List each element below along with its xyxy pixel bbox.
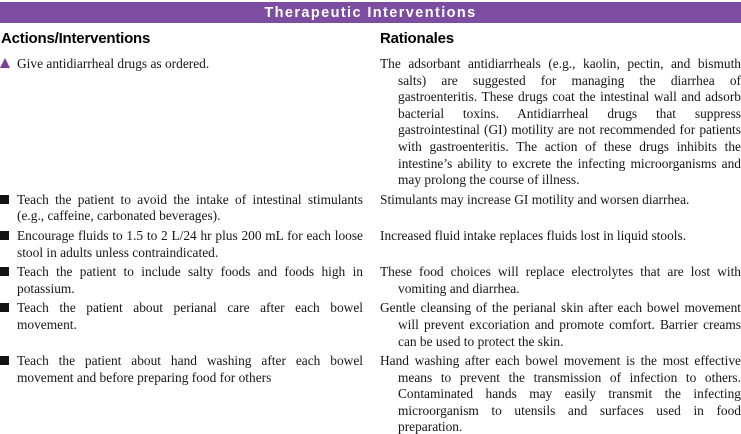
action-text: Give antidiarrheal drugs as ordered. [17,56,210,71]
table-row [0,192,741,225]
rationales-header-cell [380,30,741,47]
table-row [0,264,741,297]
rationale-text: Hand washing after each bowel movement is the most effective means to prevent the transmission of infection to others. Contaminated hands may easily transmit the infecting microorganism to utensils and surfaces used in food preparation. [380,353,741,434]
rationale-text: These food choices will replace electrolytes that are lost with vomiting and diarrhea. [380,264,741,296]
rationale-cell [380,353,741,434]
actions-header-cell [0,30,363,47]
table-row [0,353,741,434]
action-cell [0,228,363,261]
column-header-actions: Actions/Interventions [1,30,151,47]
rationale-cell [380,264,741,297]
rationale-cell [380,56,741,189]
table-row [0,228,741,261]
action-item [0,228,363,261]
table-row [0,56,741,189]
table-title-bar [0,2,741,23]
rationale-cell [380,300,741,350]
rationale-text: Increased fluid intake replaces fluids lost in liquid stools. [380,227,687,243]
action-cell [0,353,363,386]
action-text: Encourage fluids to 1.5 to 2 L/24 hr plus 200 mL for each loose stool in adults unless contraindicated. [17,227,363,260]
column-header-rationales: Rationales [380,30,454,47]
action-text: Teach the patient to avoid the intake of intestinal stimulants (e.g., caffeine, carbonated beverages). [17,191,363,224]
rationale-text: Gentle cleansing of the perianal skin after each bowel movement will prevent excoriation and promote comfort. Barrier creams can be used to protect the skin. [380,300,741,349]
rationale-cell [380,192,741,209]
triangle-bullet-icon [0,58,17,68]
action-cell [0,56,363,73]
square-bullet-icon [0,355,17,365]
rationale-cell [380,228,741,245]
action-item [0,192,363,225]
square-bullet-icon [0,194,17,204]
table-title: Therapeutic Interventions [264,4,477,21]
action-item [0,264,363,297]
action-item [0,300,363,333]
action-cell [0,192,363,225]
square-bullet-icon [0,230,17,240]
square-bullet-icon [0,302,17,312]
action-item [0,56,363,73]
table-row [0,300,741,350]
action-cell [0,264,363,297]
action-text: Teach the patient about hand washing after each bowel movement and before preparing food for others [17,353,363,385]
action-cell [0,300,363,333]
column-headers [0,30,741,47]
action-text: Teach the patient to include salty foods and foods high in potassium. [17,264,363,296]
action-item [0,353,363,386]
table-body [0,56,741,434]
square-bullet-icon [0,266,17,276]
rationale-text: The adsorbant antidiarrheals (e.g., kaolin, pectin, and bismuth salts) are suggested for managing the diarrhea of gastroenteritis. These drugs coat the intestinal wall and adsorb bacterial toxins. Antidiarrheal drugs that suppress gastrointestinal (GI) motility are not recommended for patients with gastroenteritis. The action of these drugs inhibits the intestine’s ability to excrete the infecting microorganisms and may prolong the course of illness. [380,56,741,188]
action-text: Teach the patient about perianal care after each bowel movement. [17,300,363,332]
rationale-text: Stimulants may increase GI motility and worsen diarrhea. [380,191,690,207]
